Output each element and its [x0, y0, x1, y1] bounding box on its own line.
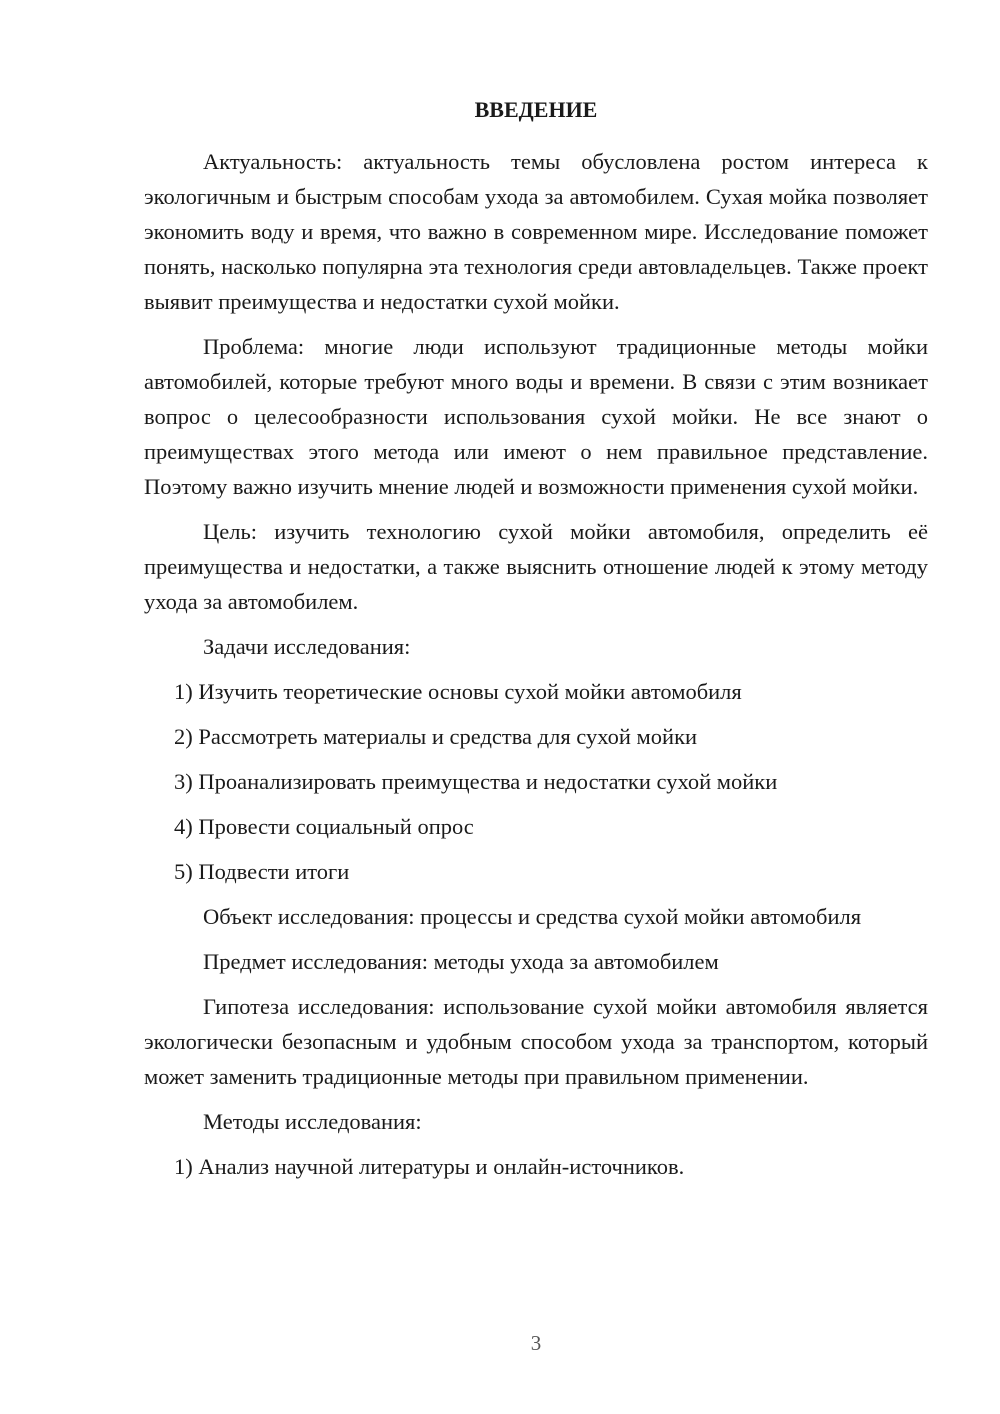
list-item: 3) Проанализировать преимущества и недостатки сухой мойки: [174, 769, 778, 794]
problem-paragraph: Проблема: многие люди используют традиционные методы мойки автомобилей, которые требуют много воды и времени. В связи с этим возникает вопрос о целесообразности использования сухой мойки. Не все знают о преимуществах этого метода или имеют о нем правильное представление. Поэтому важно изучить мнение людей и возможности применения сухой мойки.: [144, 334, 928, 499]
list-item: 1) Анализ научной литературы и онлайн-источников.: [174, 1154, 685, 1179]
object-paragraph: Объект исследования: процессы и средства сухой мойки автомобиля: [203, 904, 862, 929]
list-item: 4) Провести социальный опрос: [174, 814, 474, 839]
page-number: 3: [530, 1331, 542, 1355]
list-item: 5) Подвести итоги: [174, 859, 350, 884]
subject-paragraph: Предмет исследования: методы ухода за автомобилем: [203, 949, 719, 974]
methods-list: [144, 1149, 928, 1184]
list-item: 2) Рассмотреть материалы и средства для сухой мойки: [174, 724, 698, 749]
methods-heading: Методы исследования:: [203, 1109, 422, 1134]
hypothesis-paragraph: Гипотеза исследования: использование сухой мойки автомобиля является экологически безопасным и удобным способом ухода за транспортом, который может заменить традиционные методы при правильном применении.: [144, 994, 928, 1089]
tasks-heading: Задачи исследования:: [203, 634, 411, 659]
document-page: [144, 92, 928, 1194]
section-title: ВВЕДЕНИЕ: [474, 97, 598, 122]
tasks-list: [144, 674, 928, 889]
relevance-paragraph: Актуальность: актуальность темы обусловлена ростом интереса к экологичным и быстрым способам ухода за автомобилем. Сухая мойка позволяет экономить воду и время, что важно в современном мире. Исследование поможет понять, насколько популярна эта технология среди автовладельцев. Также проект выявит преимущества и недостатки сухой мойки.: [144, 149, 928, 314]
goal-paragraph: Цель: изучить технологию сухой мойки автомобиля, определить её преимущества и недостатки, а также выяснить отношение людей к этому методу ухода за автомобилем.: [144, 519, 928, 614]
list-item: 1) Изучить теоретические основы сухой мойки автомобиля: [174, 679, 742, 704]
